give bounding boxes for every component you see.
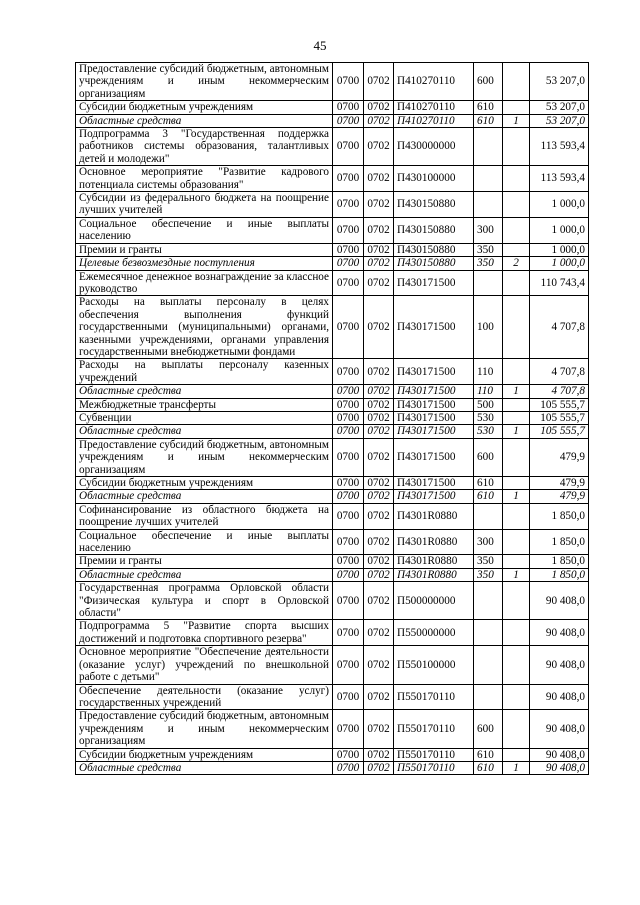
expense-type-code-cell: 610 — [474, 114, 503, 127]
funding-source-code-cell — [503, 555, 530, 568]
expense-name-cell: Подпрограмма 3 "Государственная поддержка работников системы образования, талантливых детей и молодежи" — [76, 128, 333, 166]
amount-cell: 90 408,0 — [530, 748, 589, 761]
subsection-code-cell: 0702 — [364, 620, 394, 646]
target-article-code-cell: П4301R0880 — [394, 529, 474, 555]
expense-type-code-cell: 610 — [474, 477, 503, 490]
expense-type-code-cell: 530 — [474, 425, 503, 438]
amount-cell: 113 593,4 — [530, 128, 589, 166]
funding-source-code-cell: 1 — [503, 114, 530, 127]
section-code-cell: 0700 — [333, 438, 364, 476]
funding-source-code-cell — [503, 438, 530, 476]
expense-type-code-cell: 600 — [474, 710, 503, 748]
amount-cell: 90 408,0 — [530, 684, 589, 710]
subsection-code-cell: 0702 — [364, 411, 394, 424]
expense-name-cell: Расходы на выплаты персоналу в целях обеспечения выполнения функций государственными (муниципальными) органами, казенными учреждениями, органами управления государственными внебюджетными фондами — [76, 296, 333, 359]
subsection-code-cell: 0702 — [364, 438, 394, 476]
target-article-code-cell: П430171500 — [394, 398, 474, 411]
amount-cell: 90 408,0 — [530, 620, 589, 646]
amount-cell: 479,9 — [530, 438, 589, 476]
subsection-code-cell: 0702 — [364, 192, 394, 218]
amount-cell: 53 207,0 — [530, 63, 589, 101]
funding-source-code-cell — [503, 411, 530, 424]
amount-cell: 90 408,0 — [530, 646, 589, 684]
expense-name-cell: Государственная программа Орловской области "Физическая культура и спорт в Орловской области" — [76, 582, 333, 620]
table-row — [76, 438, 589, 476]
subsection-code-cell: 0702 — [364, 217, 394, 243]
table-row — [76, 710, 589, 748]
table-row — [76, 684, 589, 710]
expense-name-cell: Софинансирование из областного бюджета на поощрение лучших учителей — [76, 503, 333, 529]
expense-type-code-cell — [474, 270, 503, 296]
expense-type-code-cell: 110 — [474, 385, 503, 398]
section-code-cell: 0700 — [333, 646, 364, 684]
table-row — [76, 555, 589, 568]
expense-name-cell: Предоставление субсидий бюджетным, автономным учреждениям и иным некоммерческим организациям — [76, 438, 333, 476]
table-row — [76, 646, 589, 684]
amount-cell: 105 555,7 — [530, 425, 589, 438]
funding-source-code-cell — [503, 166, 530, 192]
funding-source-code-cell — [503, 101, 530, 114]
amount-cell: 53 207,0 — [530, 114, 589, 127]
table-row — [76, 296, 589, 359]
amount-cell: 479,9 — [530, 477, 589, 490]
funding-source-code-cell — [503, 270, 530, 296]
expense-name-cell: Субсидии бюджетным учреждениям — [76, 748, 333, 761]
subsection-code-cell: 0702 — [364, 684, 394, 710]
section-code-cell: 0700 — [333, 192, 364, 218]
expense-name-cell: Субсидии бюджетным учреждениям — [76, 477, 333, 490]
expense-type-code-cell: 350 — [474, 568, 503, 581]
budget-table — [75, 62, 589, 775]
expense-name-cell: Областные средства — [76, 761, 333, 774]
expense-type-code-cell: 600 — [474, 438, 503, 476]
subsection-code-cell: 0702 — [364, 490, 394, 503]
target-article-code-cell: П430171500 — [394, 490, 474, 503]
target-article-code-cell: П410270110 — [394, 101, 474, 114]
expense-type-code-cell: 500 — [474, 398, 503, 411]
funding-source-code-cell — [503, 529, 530, 555]
expense-type-code-cell: 350 — [474, 555, 503, 568]
subsection-code-cell: 0702 — [364, 166, 394, 192]
target-article-code-cell: П430150880 — [394, 192, 474, 218]
amount-cell: 1 000,0 — [530, 192, 589, 218]
expense-name-cell: Межбюджетные трансферты — [76, 398, 333, 411]
funding-source-code-cell: 1 — [503, 425, 530, 438]
expense-name-cell: Основное мероприятие "Развитие кадрового потенциала системы образования" — [76, 166, 333, 192]
subsection-code-cell: 0702 — [364, 748, 394, 761]
target-article-code-cell: П430171500 — [394, 270, 474, 296]
funding-source-code-cell — [503, 359, 530, 385]
budget-table-body — [76, 63, 589, 775]
expense-type-code-cell — [474, 166, 503, 192]
section-code-cell: 0700 — [333, 217, 364, 243]
section-code-cell: 0700 — [333, 568, 364, 581]
table-row — [76, 477, 589, 490]
funding-source-code-cell — [503, 646, 530, 684]
funding-source-code-cell — [503, 63, 530, 101]
expense-name-cell: Целевые безвозмездные поступления — [76, 257, 333, 270]
section-code-cell: 0700 — [333, 620, 364, 646]
target-article-code-cell: П430150880 — [394, 257, 474, 270]
subsection-code-cell: 0702 — [364, 568, 394, 581]
subsection-code-cell: 0702 — [364, 398, 394, 411]
section-code-cell: 0700 — [333, 425, 364, 438]
table-row — [76, 359, 589, 385]
subsection-code-cell: 0702 — [364, 243, 394, 256]
funding-source-code-cell — [503, 710, 530, 748]
section-code-cell: 0700 — [333, 490, 364, 503]
table-row — [76, 398, 589, 411]
subsection-code-cell: 0702 — [364, 425, 394, 438]
amount-cell: 4 707,8 — [530, 385, 589, 398]
expense-type-code-cell: 100 — [474, 296, 503, 359]
table-row — [76, 425, 589, 438]
expense-name-cell: Областные средства — [76, 385, 333, 398]
section-code-cell: 0700 — [333, 385, 364, 398]
funding-source-code-cell: 2 — [503, 257, 530, 270]
table-row — [76, 411, 589, 424]
table-row — [76, 385, 589, 398]
expense-type-code-cell — [474, 646, 503, 684]
section-code-cell: 0700 — [333, 748, 364, 761]
target-article-code-cell: П550170110 — [394, 761, 474, 774]
target-article-code-cell: П500000000 — [394, 582, 474, 620]
amount-cell: 479,9 — [530, 490, 589, 503]
target-article-code-cell: П430150880 — [394, 243, 474, 256]
amount-cell: 110 743,4 — [530, 270, 589, 296]
section-code-cell: 0700 — [333, 166, 364, 192]
table-row — [76, 503, 589, 529]
subsection-code-cell: 0702 — [364, 101, 394, 114]
target-article-code-cell: П4301R0880 — [394, 503, 474, 529]
subsection-code-cell: 0702 — [364, 503, 394, 529]
table-row — [76, 529, 589, 555]
target-article-code-cell: П550170110 — [394, 684, 474, 710]
amount-cell: 1 000,0 — [530, 217, 589, 243]
expense-name-cell: Премии и гранты — [76, 555, 333, 568]
funding-source-code-cell: 1 — [503, 490, 530, 503]
expense-name-cell: Областные средства — [76, 490, 333, 503]
funding-source-code-cell — [503, 128, 530, 166]
funding-source-code-cell — [503, 243, 530, 256]
expense-type-code-cell: 530 — [474, 411, 503, 424]
table-row — [76, 582, 589, 620]
amount-cell: 90 408,0 — [530, 710, 589, 748]
table-row — [76, 490, 589, 503]
target-article-code-cell: П430171500 — [394, 411, 474, 424]
target-article-code-cell: П550000000 — [394, 620, 474, 646]
subsection-code-cell: 0702 — [364, 646, 394, 684]
amount-cell: 1 000,0 — [530, 243, 589, 256]
funding-source-code-cell — [503, 582, 530, 620]
expense-name-cell: Ежемесячное денежное вознаграждение за классное руководство — [76, 270, 333, 296]
expense-type-code-cell — [474, 684, 503, 710]
subsection-code-cell: 0702 — [364, 555, 394, 568]
funding-source-code-cell — [503, 217, 530, 243]
funding-source-code-cell — [503, 296, 530, 359]
expense-type-code-cell: 610 — [474, 101, 503, 114]
target-article-code-cell: П430171500 — [394, 385, 474, 398]
amount-cell: 1 850,0 — [530, 529, 589, 555]
table-row — [76, 568, 589, 581]
table-row — [76, 166, 589, 192]
amount-cell: 4 707,8 — [530, 359, 589, 385]
subsection-code-cell: 0702 — [364, 710, 394, 748]
target-article-code-cell: П550100000 — [394, 646, 474, 684]
section-code-cell: 0700 — [333, 257, 364, 270]
expense-name-cell: Субвенции — [76, 411, 333, 424]
expense-name-cell: Расходы на выплаты персоналу казенных учреждений — [76, 359, 333, 385]
section-code-cell: 0700 — [333, 101, 364, 114]
subsection-code-cell: 0702 — [364, 257, 394, 270]
section-code-cell: 0700 — [333, 684, 364, 710]
amount-cell: 105 555,7 — [530, 411, 589, 424]
section-code-cell: 0700 — [333, 503, 364, 529]
expense-type-code-cell: 350 — [474, 257, 503, 270]
amount-cell: 113 593,4 — [530, 166, 589, 192]
section-code-cell: 0700 — [333, 411, 364, 424]
section-code-cell: 0700 — [333, 63, 364, 101]
expense-name-cell: Субсидии из федерального бюджета на поощрение лучших учителей — [76, 192, 333, 218]
expense-type-code-cell — [474, 128, 503, 166]
subsection-code-cell: 0702 — [364, 359, 394, 385]
subsection-code-cell: 0702 — [364, 529, 394, 555]
table-row — [76, 128, 589, 166]
table-row — [76, 101, 589, 114]
funding-source-code-cell — [503, 620, 530, 646]
section-code-cell: 0700 — [333, 477, 364, 490]
table-row — [76, 620, 589, 646]
subsection-code-cell: 0702 — [364, 114, 394, 127]
amount-cell: 1 850,0 — [530, 503, 589, 529]
expense-name-cell: Областные средства — [76, 425, 333, 438]
target-article-code-cell: П430100000 — [394, 166, 474, 192]
expense-name-cell: Областные средства — [76, 114, 333, 127]
target-article-code-cell: П4301R0880 — [394, 555, 474, 568]
subsection-code-cell: 0702 — [364, 63, 394, 101]
expense-type-code-cell — [474, 503, 503, 529]
expense-type-code-cell — [474, 620, 503, 646]
amount-cell: 4 707,8 — [530, 296, 589, 359]
table-row — [76, 217, 589, 243]
expense-type-code-cell: 300 — [474, 529, 503, 555]
amount-cell: 53 207,0 — [530, 101, 589, 114]
table-row — [76, 243, 589, 256]
section-code-cell: 0700 — [333, 270, 364, 296]
expense-name-cell: Предоставление субсидий бюджетным, автономным учреждениям и иным некоммерческим организациям — [76, 710, 333, 748]
funding-source-code-cell — [503, 748, 530, 761]
expense-type-code-cell: 110 — [474, 359, 503, 385]
expense-type-code-cell: 350 — [474, 243, 503, 256]
section-code-cell: 0700 — [333, 710, 364, 748]
amount-cell: 1 850,0 — [530, 568, 589, 581]
expense-name-cell: Субсидии бюджетным учреждениям — [76, 101, 333, 114]
table-row — [76, 192, 589, 218]
subsection-code-cell: 0702 — [364, 296, 394, 359]
funding-source-code-cell: 1 — [503, 385, 530, 398]
expense-type-code-cell: 610 — [474, 748, 503, 761]
expense-name-cell: Основное мероприятие "Обеспечение деятельности (оказание услуг) учреждений по внешкольной работе с детьми" — [76, 646, 333, 684]
amount-cell: 90 408,0 — [530, 582, 589, 620]
table-row — [76, 114, 589, 127]
target-article-code-cell: П410270110 — [394, 114, 474, 127]
section-code-cell: 0700 — [333, 529, 364, 555]
amount-cell: 1 000,0 — [530, 257, 589, 270]
subsection-code-cell: 0702 — [364, 477, 394, 490]
target-article-code-cell: П430150880 — [394, 217, 474, 243]
funding-source-code-cell — [503, 477, 530, 490]
target-article-code-cell: П430000000 — [394, 128, 474, 166]
table-row — [76, 761, 589, 774]
target-article-code-cell: П430171500 — [394, 359, 474, 385]
target-article-code-cell: П430171500 — [394, 296, 474, 359]
target-article-code-cell: П550170110 — [394, 748, 474, 761]
target-article-code-cell: П430171500 — [394, 425, 474, 438]
funding-source-code-cell — [503, 684, 530, 710]
section-code-cell: 0700 — [333, 761, 364, 774]
section-code-cell: 0700 — [333, 114, 364, 127]
target-article-code-cell: П4301R0880 — [394, 568, 474, 581]
amount-cell: 105 555,7 — [530, 398, 589, 411]
expense-type-code-cell: 610 — [474, 490, 503, 503]
page-number: 45 — [313, 38, 327, 53]
target-article-code-cell: П430171500 — [394, 438, 474, 476]
target-article-code-cell: П410270110 — [394, 63, 474, 101]
subsection-code-cell: 0702 — [364, 270, 394, 296]
expense-name-cell: Социальное обеспечение и иные выплаты населению — [76, 217, 333, 243]
subsection-code-cell: 0702 — [364, 582, 394, 620]
table-row — [76, 270, 589, 296]
funding-source-code-cell: 1 — [503, 761, 530, 774]
target-article-code-cell: П430171500 — [394, 477, 474, 490]
section-code-cell: 0700 — [333, 582, 364, 620]
section-code-cell: 0700 — [333, 296, 364, 359]
subsection-code-cell: 0702 — [364, 385, 394, 398]
section-code-cell: 0700 — [333, 243, 364, 256]
funding-source-code-cell — [503, 192, 530, 218]
expense-type-code-cell: 600 — [474, 63, 503, 101]
funding-source-code-cell — [503, 398, 530, 411]
expense-name-cell: Подпрограмма 5 "Развитие спорта высших достижений и подготовка спортивного резерва" — [76, 620, 333, 646]
expense-type-code-cell — [474, 582, 503, 620]
expense-name-cell: Предоставление субсидий бюджетным, автономным учреждениям и иным некоммерческим организациям — [76, 63, 333, 101]
table-row — [76, 63, 589, 101]
table-row — [76, 257, 589, 270]
section-code-cell: 0700 — [333, 359, 364, 385]
expense-name-cell: Премии и гранты — [76, 243, 333, 256]
amount-cell: 1 850,0 — [530, 555, 589, 568]
funding-source-code-cell: 1 — [503, 568, 530, 581]
section-code-cell: 0700 — [333, 555, 364, 568]
expense-name-cell: Областные средства — [76, 568, 333, 581]
table-row — [76, 748, 589, 761]
amount-cell: 90 408,0 — [530, 761, 589, 774]
target-article-code-cell: П550170110 — [394, 710, 474, 748]
funding-source-code-cell — [503, 503, 530, 529]
expense-name-cell: Социальное обеспечение и иные выплаты населению — [76, 529, 333, 555]
expense-type-code-cell — [474, 192, 503, 218]
expense-type-code-cell: 300 — [474, 217, 503, 243]
section-code-cell: 0700 — [333, 398, 364, 411]
subsection-code-cell: 0702 — [364, 761, 394, 774]
expense-type-code-cell: 610 — [474, 761, 503, 774]
section-code-cell: 0700 — [333, 128, 364, 166]
subsection-code-cell: 0702 — [364, 128, 394, 166]
expense-name-cell: Обеспечение деятельности (оказание услуг) государственных учреждений — [76, 684, 333, 710]
